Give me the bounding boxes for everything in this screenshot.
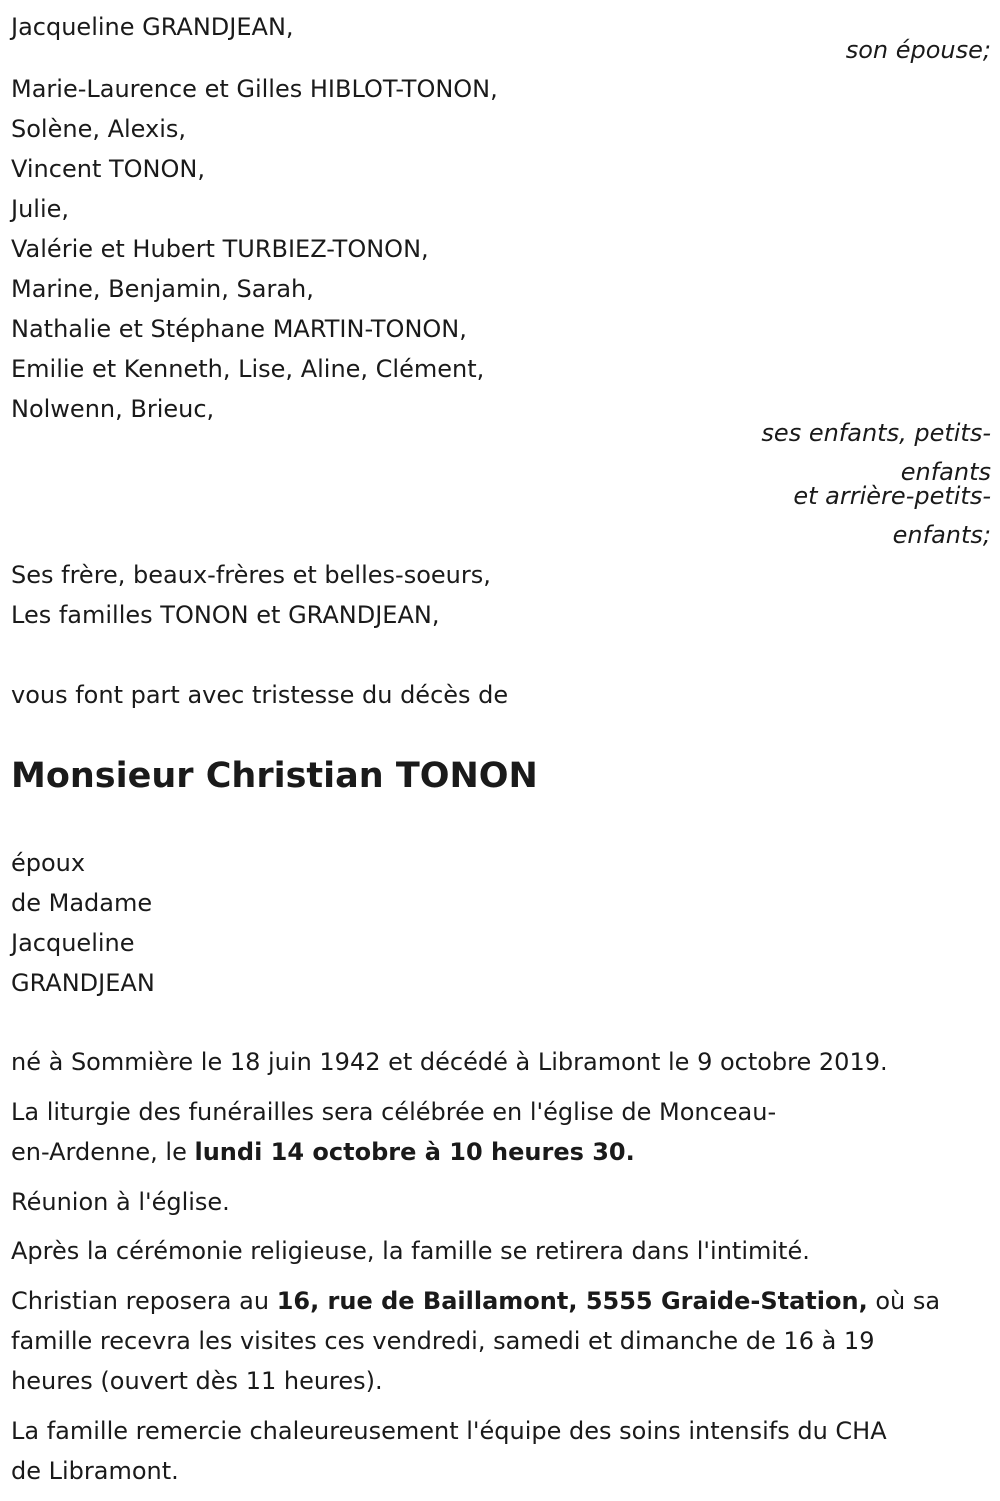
liturgy-line: [11, 1137, 635, 1167]
child-line: Julie,: [11, 195, 70, 223]
child-line: Nathalie et Stéphane MARTIN-TONON,: [11, 315, 467, 343]
relatives-line: Les familles TONON et GRANDJEAN,: [11, 601, 440, 629]
children-role-line: enfants: [900, 458, 991, 486]
after-ceremony: Après la cérémonie religieuse, la famille se retirera dans l'intimité.: [11, 1237, 810, 1265]
liturgy-date: lundi 14 octobre à 10 heures 30.: [194, 1138, 635, 1166]
rest-line: famille recevra les visites ces vendredi, samedi et dimanche de 16 à 19: [11, 1327, 875, 1355]
child-line: Solène, Alexis,: [11, 115, 187, 143]
spouse-of-line: Jacqueline: [11, 929, 135, 957]
reunion: Réunion à l'église.: [11, 1188, 230, 1216]
thanks-line: La famille remercie chaleureusement l'équipe des soins intensifs du CHA: [11, 1417, 887, 1445]
birth-death: né à Sommière le 18 juin 1942 et décédé à Libramont le 9 octobre 2019.: [11, 1048, 888, 1076]
spouse-of-line: de Madame: [11, 889, 153, 917]
spouse-of-line: GRANDJEAN: [11, 969, 155, 997]
thanks-line: de Libramont.: [11, 1457, 179, 1485]
liturgy-text: en-Ardenne, le: [11, 1138, 195, 1166]
rest-line: [11, 1286, 940, 1316]
rest-address: 16, rue de Baillamont, 5555 Graide-Station,: [276, 1287, 868, 1315]
child-line: Emilie et Kenneth, Lise, Aline, Clément,: [11, 355, 485, 383]
children-role-line: et arrière-petits-: [793, 482, 991, 510]
spouse-of-line: époux: [11, 849, 86, 877]
children-role-line: enfants;: [892, 521, 991, 549]
deceased-name: Monsieur Christian TONON: [11, 756, 538, 796]
liturgy-line: La liturgie des funérailles sera célébrée en l'église de Monceau-: [11, 1098, 777, 1126]
child-line: Vincent TONON,: [11, 155, 205, 183]
child-line: Valérie et Hubert TURBIEZ-TONON,: [11, 235, 429, 263]
spouse-name: Jacqueline GRANDJEAN,: [11, 13, 294, 41]
child-line: Nolwenn, Brieuc,: [11, 395, 215, 423]
rest-line: heures (ouvert dès 11 heures).: [11, 1367, 383, 1395]
announcement: vous font part avec tristesse du décès de: [11, 681, 509, 709]
child-line: Marine, Benjamin, Sarah,: [11, 275, 314, 303]
rest-text: où sa: [867, 1287, 941, 1315]
children-role-line: ses enfants, petits-: [761, 419, 991, 447]
rest-text: Christian reposera au: [11, 1287, 277, 1315]
relatives-line: Ses frère, beaux-frères et belles-soeurs,: [11, 561, 491, 589]
spouse-role: son épouse;: [845, 36, 991, 64]
child-line: Marie-Laurence et Gilles HIBLOT-TONON,: [11, 75, 498, 103]
